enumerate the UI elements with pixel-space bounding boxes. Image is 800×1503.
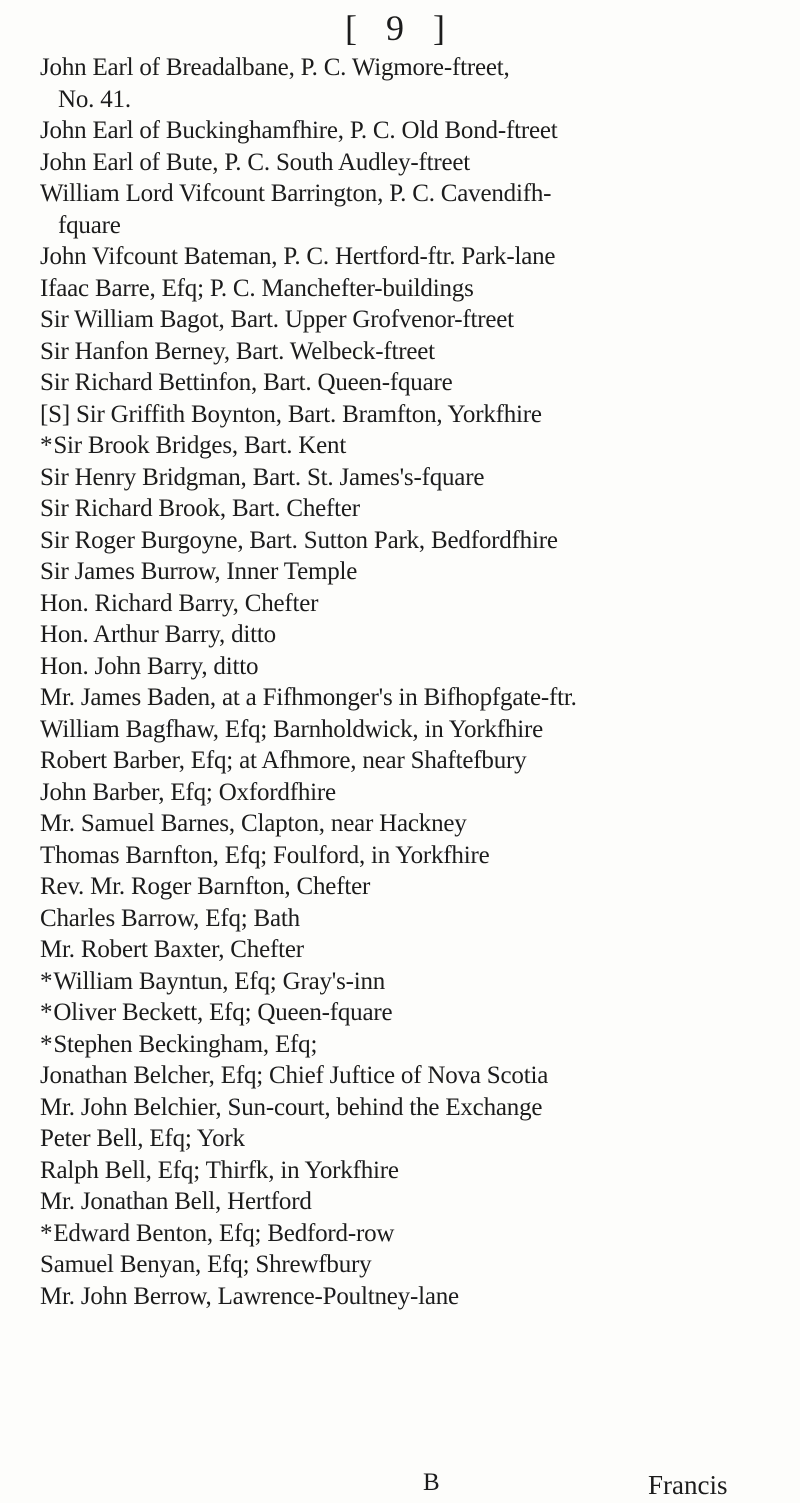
entry-text: Mr. John Belchier, Sun-court, behind the Exchange — [40, 1093, 543, 1121]
entry-text: John Earl of Bute, P. C. South Audley-ftreet — [40, 148, 471, 176]
list-item — [40, 52, 775, 84]
list-item — [40, 556, 775, 588]
entry-text: John Earl of Breadalbane, P. C. Wigmore-ftreet, — [40, 54, 510, 81]
entry-text: Hon. Arthur Barry, ditto — [40, 621, 276, 648]
list-item — [40, 115, 775, 147]
entry-text: Sir Richard Bettinfon, Bart. Queen-fquare — [40, 369, 453, 396]
entry-text: Edward Benton, Efq; Bedford-row — [53, 1219, 395, 1247]
list-item — [40, 241, 775, 273]
entry-text: Mr. Samuel Barnes, Clapton, near Hackney — [40, 810, 467, 837]
entry-text: Sir James Burrow, Inner Temple — [40, 558, 358, 585]
list-item — [40, 210, 775, 242]
entry-text: Peter Bell, Efq; York — [40, 1125, 245, 1152]
entry-text: Thomas Barnfton, Efq; Foulford, in Yorkfhire — [40, 841, 490, 869]
list-item — [40, 462, 775, 494]
entry-text: Ifaac Barre, Efq; P. C. Manchefter-buildings — [40, 274, 474, 302]
entry-text: Sir Richard Brook, Bart. Chefter — [40, 495, 360, 522]
list-item — [40, 745, 775, 777]
list-item — [40, 1186, 775, 1218]
entry-text: William Bagfhaw, Efq; Barnholdwick, in Yorkfhire — [40, 715, 543, 743]
entry-text: Hon. John Barry, ditto — [40, 652, 259, 680]
list-item — [40, 1029, 775, 1061]
list-item — [40, 304, 775, 336]
list-item — [40, 1092, 775, 1124]
entry-text: Stephen Beckingham, Efq; — [53, 1030, 318, 1058]
list-item — [40, 934, 775, 966]
list-item — [40, 147, 775, 179]
list-item — [40, 840, 775, 872]
list-item — [40, 682, 775, 714]
entry-text: Sir Hanfon Berney, Bart. Welbeck-ftreet — [40, 337, 435, 365]
subscriber-list — [40, 52, 775, 1312]
list-item — [40, 903, 775, 935]
list-item — [40, 430, 775, 462]
entry-text: Mr. James Baden, at a Fifhmonger's in Bifhopfgate-ftr. — [40, 684, 577, 711]
list-item — [40, 966, 775, 998]
entry-text: Sir William Bagot, Bart. Upper Grofvenor-ftreet — [40, 306, 514, 333]
entry-text: William Lord Vifcount Barrington, P. C. Cavendifh- — [40, 180, 552, 207]
asterisk-mark-icon: * — [40, 432, 53, 459]
entry-text: Robert Barber, Efq; at Afhmore, near Shaftefbury — [40, 747, 527, 774]
list-item — [40, 651, 775, 683]
asterisk-mark-icon: * — [40, 967, 53, 995]
list-item — [40, 84, 775, 116]
asterisk-mark-icon: * — [40, 999, 53, 1026]
list-item — [40, 1060, 775, 1092]
list-item — [40, 714, 775, 746]
entry-text: John Barber, Efq; Oxfordfhire — [40, 778, 336, 806]
list-item — [40, 619, 775, 651]
entry-text: Charles Barrow, Efq; Bath — [40, 904, 300, 932]
page-number: [ 9 ] — [345, 8, 455, 48]
entry-text: John Earl of Buckinghamfhire, P. C. Old Bond-ftreet — [40, 117, 558, 144]
entry-text: Samuel Benyan, Efq; Shrewfbury — [40, 1251, 372, 1278]
list-item — [40, 367, 775, 399]
list-item — [40, 997, 775, 1029]
list-item — [40, 399, 775, 431]
list-item — [40, 808, 775, 840]
list-item — [40, 273, 775, 305]
catchword: Francis — [648, 1470, 728, 1500]
list-item — [40, 1123, 775, 1155]
entry-text: Rev. Mr. Roger Barnfton, Chefter — [40, 873, 371, 900]
entry-text: Sir Brook Bridges, Bart. Kent — [53, 432, 347, 459]
entry-text: Mr. John Berrow, Lawrence-Poultney-lane — [40, 1282, 459, 1310]
list-item — [40, 336, 775, 368]
list-item — [40, 1249, 775, 1281]
list-item — [40, 493, 775, 525]
entry-text: [S] Sir Griffith Boynton, Bart. Bramfton, Yorkfhire — [40, 400, 542, 428]
list-item — [40, 178, 775, 210]
list-item — [40, 1218, 775, 1250]
list-item — [40, 1281, 775, 1313]
entry-text: fquare — [58, 211, 121, 239]
entry-text: John Vifcount Bateman, P. C. Hertford-ftr. Park-lane — [40, 243, 556, 270]
list-item — [40, 777, 775, 809]
signature-mark: B — [423, 1469, 440, 1496]
entry-text: Mr. Robert Baxter, Chefter — [40, 936, 304, 963]
entry-text: Jonathan Belcher, Efq; Chief Juftice of Nova Scotia — [40, 1062, 549, 1089]
asterisk-mark-icon: * — [40, 1219, 53, 1247]
asterisk-mark-icon: * — [40, 1030, 53, 1058]
entry-text: Ralph Bell, Efq; Thirfk, in Yorkfhire — [40, 1156, 399, 1184]
entry-text: Sir Henry Bridgman, Bart. St. James's-fquare — [40, 463, 485, 491]
entry-text: William Bayntun, Efq; Gray's-inn — [53, 967, 386, 995]
entry-text: Oliver Beckett, Efq; Queen-fquare — [53, 999, 393, 1026]
list-item — [40, 588, 775, 620]
entry-text: Mr. Jonathan Bell, Hertford — [40, 1188, 312, 1215]
entry-text: No. 41. — [58, 85, 131, 113]
list-item — [40, 1155, 775, 1187]
list-item — [40, 871, 775, 903]
list-item — [40, 525, 775, 557]
entry-text: Hon. Richard Barry, Chefter — [40, 589, 319, 617]
entry-text: Sir Roger Burgoyne, Bart. Sutton Park, Bedfordfhire — [40, 526, 558, 554]
